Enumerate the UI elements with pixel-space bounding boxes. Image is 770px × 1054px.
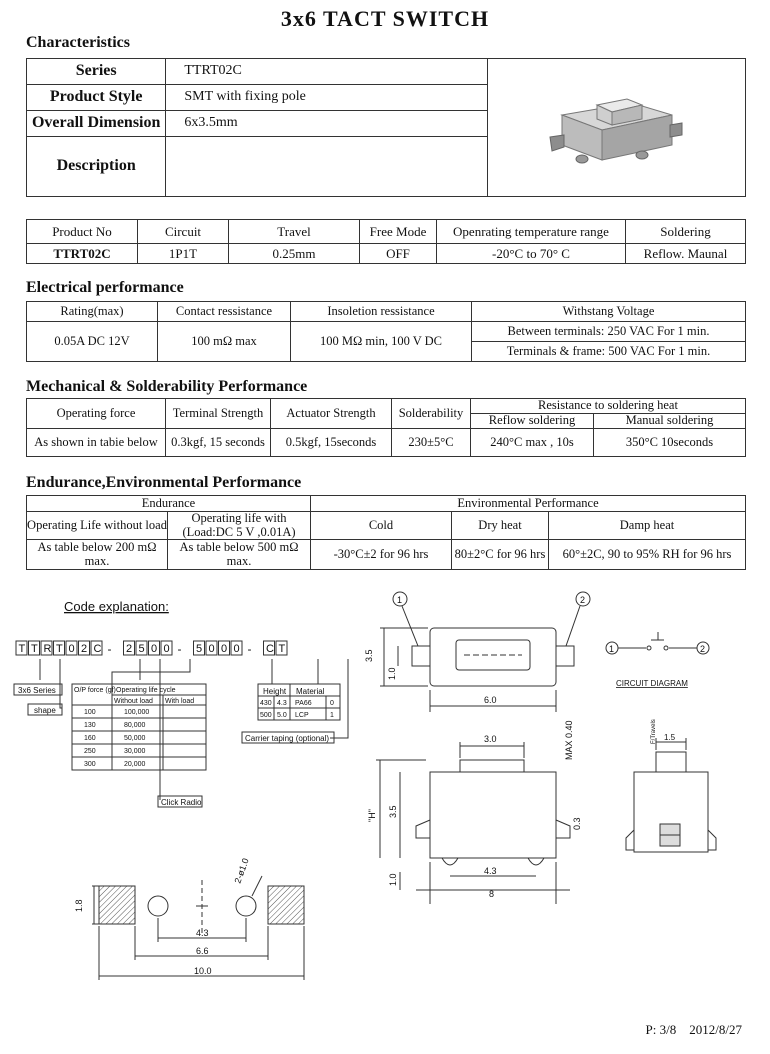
header-damp-heat: Damp heat (549, 512, 746, 540)
height-material-value: PA66 (295, 700, 312, 707)
height-material-value: 0 (330, 700, 334, 707)
header-dry-heat: Dry heat (452, 512, 549, 540)
value-contact: 100 mΩ max (158, 322, 291, 362)
height-material-value: 500 (260, 712, 272, 719)
value-terminal-strength: 0.3kgf, 15 seconds (166, 429, 271, 457)
op-life-value: 20,000 (124, 761, 146, 768)
op-header-force: O/P force (gf) (74, 687, 116, 694)
value-life-no-load: As table below 200 mΩ max. (27, 540, 168, 570)
header-travel: Travel (229, 220, 360, 244)
page-footer (646, 1022, 742, 1038)
label-click: Click Radio (161, 798, 202, 807)
dim-max-0-40: MAX 0.40 (564, 720, 574, 760)
value-cold: -30°C±2 for 96 hrs (311, 540, 452, 570)
header-temperature: Openrating temperature range (437, 220, 626, 244)
code-char: C (266, 643, 274, 655)
value-product-no: TTRT02C (27, 244, 138, 264)
value-temperature: -20°C to 70° C (437, 244, 626, 264)
header-soldering: Soldering (626, 220, 746, 244)
electrical-table (26, 301, 746, 362)
value-withstand-2: Terminals & frame: 500 VAC For 1 min. (472, 342, 746, 362)
header-contact: Contact ressistance (158, 302, 291, 322)
dim-h: "H" (367, 809, 377, 822)
dim-4-3-pcb: 4.3 (196, 928, 209, 938)
value-actuator-strength: 0.5kgf, 15seconds (271, 429, 392, 457)
code-char: T (18, 643, 26, 655)
header-resistance-heat: Resistance to soldering heat (471, 399, 746, 414)
dim-0-3: 0.3 (572, 817, 582, 830)
characteristics-heading: Characteristics (26, 34, 130, 51)
endurance-table (26, 495, 746, 570)
code-char: 0 (233, 643, 240, 655)
header-cold: Cold (311, 512, 452, 540)
circuit-diagram (606, 632, 709, 688)
header-withstand: Withstang Voltage (472, 302, 746, 322)
header-reflow: Reflow soldering (471, 414, 594, 429)
description-value (166, 137, 488, 197)
code-char: 2 (126, 643, 133, 655)
code-separator: - (247, 642, 252, 656)
pcb-layout-drawing (74, 857, 304, 980)
value-soldering: Reflow. Maunal (626, 244, 746, 264)
op-force-value: 250 (84, 748, 96, 755)
code-char: 0 (151, 643, 158, 655)
dim-3-0: 3.0 (484, 734, 497, 744)
op-force-value: 160 (84, 735, 96, 742)
code-separator: - (177, 642, 182, 656)
page-date: 2012/8/27 (689, 1022, 742, 1037)
header-insulation: Insoletion ressistance (291, 302, 472, 322)
electrical-heading: Electrical performance (26, 279, 184, 296)
code-char: R (43, 643, 52, 655)
code-char: T (56, 643, 63, 655)
dim-1-0-top: 1.0 (387, 667, 397, 680)
terminal-1-marker: 1 (397, 595, 403, 605)
op-force-value: 100 (84, 709, 96, 716)
code-char: 0 (208, 643, 215, 655)
label-carrier: Carrier taping (optional) (245, 734, 330, 743)
technical-drawing (0, 588, 770, 1018)
mechanical-heading: Mechanical & Solderability Performance (26, 378, 308, 395)
circuit-terminal-1: 1 (609, 644, 615, 654)
value-free-mode: OFF (360, 244, 437, 264)
overall-dimension-label: Overall Dimension (27, 111, 166, 137)
header-actuator-strength: Actuator Strength (271, 399, 392, 429)
document-title: 3x6 TACT SWITCH (280, 6, 490, 31)
op-force-value: 300 (84, 761, 96, 768)
height-material-value: 1 (330, 712, 334, 719)
code-heading: Code explanation: (64, 599, 169, 614)
op-header-no-load: Without load (114, 698, 153, 705)
header-free-mode: Free Mode (360, 220, 437, 244)
page-number: P: 3/8 (645, 1022, 677, 1037)
code-char: T (278, 643, 286, 655)
code-characters (16, 641, 287, 656)
code-char: T (31, 643, 38, 655)
value-insulation: 100 MΩ min, 100 V DC (291, 322, 472, 362)
header-circuit: Circuit (138, 220, 229, 244)
material-header: Material (296, 687, 325, 696)
value-dry-heat: 80±2°C for 96 hrs (452, 540, 549, 570)
op-life-value: 30,000 (124, 748, 146, 755)
value-travel: 0.25mm (229, 244, 360, 264)
product-table (26, 219, 746, 264)
op-force-value: 130 (84, 722, 96, 729)
height-material-value: 4.3 (277, 700, 287, 707)
characteristics-table (26, 58, 746, 197)
switch-3d-image (488, 59, 746, 197)
series-value: TTRT02C (166, 59, 488, 85)
value-rating: 0.05A DC 12V (27, 322, 158, 362)
value-withstand-1: Between terminals: 250 VAC For 1 min. (472, 322, 746, 342)
height-header: Height (263, 687, 287, 696)
dim-3-5-top: 3.5 (364, 649, 374, 662)
code-char: 0 (163, 643, 170, 655)
code-char: 5 (196, 643, 203, 655)
label-shape: shape (34, 706, 56, 715)
code-char: 5 (138, 643, 145, 655)
op-header-with-load: With load (165, 698, 195, 705)
top-view-drawing (364, 592, 590, 712)
tact-switch-render (542, 75, 692, 175)
header-product-no: Product No (27, 220, 138, 244)
dim-3-5-side: 3.5 (388, 805, 398, 818)
op-life-value: 80,000 (124, 722, 146, 729)
header-manual: Manual soldering (594, 414, 746, 429)
header-rating: Rating(max) (27, 302, 158, 322)
overall-dimension-value: 6x3.5mm (166, 111, 488, 137)
op-header-life: Operating life cycle (116, 687, 176, 694)
value-damp-heat: 60°±2C, 90 to 95% RH for 96 hrs (549, 540, 746, 570)
side-view-drawing (367, 720, 582, 904)
header-environmental: Environmental Performance (311, 496, 746, 512)
end-view-drawing (626, 719, 716, 852)
dim-1-8: 1.8 (74, 899, 84, 912)
dim-4-3-side: 4.3 (484, 866, 497, 876)
value-life-load: As table below 500 mΩ max. (168, 540, 311, 570)
code-explanation (14, 599, 348, 807)
label-series: 3x6 Series (18, 686, 56, 695)
height-rows (260, 700, 334, 719)
header-operating-force: Operating force (27, 399, 166, 429)
endurance-heading: Endurance,Environmental Performance (26, 474, 302, 491)
dim-8: 8 (489, 889, 495, 899)
circuit-terminal-2: 2 (700, 644, 706, 654)
code-char: C (93, 643, 102, 655)
header-terminal-strength: Terminal Strength (166, 399, 271, 429)
dim-hole-diameter: 2-ø1.0 (232, 856, 251, 885)
value-reflow: 240°C max , 10s (471, 429, 594, 457)
op-life-value: 50,000 (124, 735, 146, 742)
terminal-2-marker: 2 (580, 595, 586, 605)
header-solderability: Solderability (392, 399, 471, 429)
code-separator: - (107, 642, 112, 656)
dim-6-6: 6.6 (196, 946, 209, 956)
value-solderability: 230±5°C (392, 429, 471, 457)
description-label: Description (27, 137, 166, 197)
code-char: 0 (68, 643, 75, 655)
code-char: 2 (81, 643, 88, 655)
series-label: Series (27, 59, 166, 85)
circuit-diagram-label: CIRCUIT DIAGRAM (616, 679, 688, 688)
height-material-value: LCP (295, 712, 309, 719)
value-manual: 350°C 10seconds (594, 429, 746, 457)
dim-travel: F/Travels (651, 719, 657, 744)
value-circuit: 1P1T (138, 244, 229, 264)
height-material-value: 430 (260, 700, 272, 707)
dim-1-5: 1.5 (664, 733, 676, 742)
header-life-no-load: Operating Life without load (27, 512, 168, 540)
dim-1-0-side: 1.0 (388, 873, 398, 886)
header-life-load: Operating life with (Load:DC 5 V ,0.01A) (168, 512, 311, 540)
height-material-value: 5.0 (277, 712, 287, 719)
mechanical-table (26, 398, 746, 457)
header-endurance: Endurance (27, 496, 311, 512)
op-life-value: 100,000 (124, 709, 150, 716)
dim-10-0: 10.0 (194, 966, 212, 976)
product-style-label: Product Style (27, 85, 166, 111)
value-operating-force: As shown in tabie below (27, 429, 166, 457)
dim-6-0: 6.0 (484, 695, 497, 705)
product-style-value: SMT with fixing pole (166, 85, 488, 111)
code-char: 0 (221, 643, 228, 655)
